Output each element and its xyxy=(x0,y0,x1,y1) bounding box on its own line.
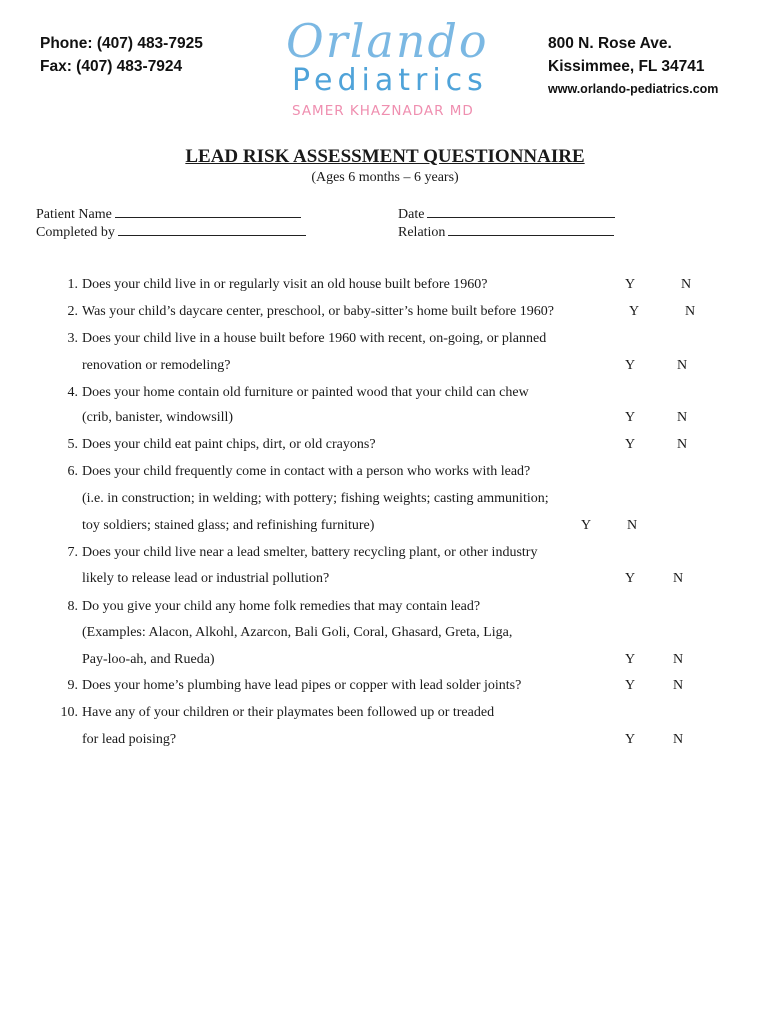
question-text-cont: (crib, banister, windowsill) xyxy=(82,410,234,425)
no-option[interactable]: N xyxy=(677,437,688,452)
question-text: Do you give your child any home folk remedies that may contain lead? xyxy=(82,599,481,614)
question-text-cont: likely to release lead or industrial pollution? xyxy=(82,571,330,586)
no-option[interactable]: N xyxy=(627,518,638,533)
completed-by-field[interactable] xyxy=(36,223,306,242)
patient-name-blank[interactable] xyxy=(115,205,301,218)
question-text: Does your home’s plumbing have lead pipes or copper with lead solder joints? xyxy=(82,678,522,693)
question-text: Does your child live in a house built before 1960 with recent, on-going, or planned xyxy=(82,331,547,346)
question-text: Does your child frequently come in contact with a person who works with lead? xyxy=(82,464,531,479)
website-link[interactable]: www.orlando-pediatrics.com xyxy=(548,82,719,96)
date-label: Date xyxy=(398,207,425,222)
completed-by-blank[interactable] xyxy=(118,223,306,236)
question-text: Was your child’s daycare center, preschool, or baby-sitter’s home built before 1960? xyxy=(82,304,554,319)
question-text-cont: for lead poising? xyxy=(82,732,177,747)
patient-name-label: Patient Name xyxy=(36,207,112,222)
completed-by-label: Completed by xyxy=(36,225,115,240)
question-text-cont: renovation or remodeling? xyxy=(82,358,231,373)
question-number: 8. xyxy=(67,599,78,614)
question-text: Does your child live near a lead smelter, battery recycling plant, or other industry xyxy=(82,545,538,560)
no-option[interactable]: N xyxy=(677,358,688,373)
yes-option[interactable]: Y xyxy=(625,571,636,586)
yes-option[interactable]: Y xyxy=(625,732,636,747)
relation-label: Relation xyxy=(398,225,446,240)
date-field[interactable] xyxy=(398,205,615,224)
relation-blank[interactable] xyxy=(448,223,614,236)
question-text: Does your child eat paint chips, dirt, or old crayons? xyxy=(82,437,376,452)
logo-doctor-text: SAMER KHAZNADAR MD xyxy=(292,103,474,119)
question-number: 10. xyxy=(60,705,78,720)
question-text: Does your child live in or regularly visit an old house built before 1960? xyxy=(82,277,488,292)
question-number: 7. xyxy=(67,545,78,560)
no-option[interactable]: N xyxy=(685,304,696,319)
patient-name-field[interactable] xyxy=(36,205,301,224)
question-text-cont: (i.e. in construction; in welding; with pottery; fishing weights; casting ammunition; xyxy=(82,491,549,506)
no-option[interactable]: N xyxy=(673,678,684,693)
fax-number: Fax: (407) 483-7924 xyxy=(40,58,183,75)
question-number: 4. xyxy=(67,385,78,400)
yes-option[interactable]: Y xyxy=(625,358,636,373)
question-text-cont: toy soldiers; stained glass; and refinishing furniture) xyxy=(82,518,375,533)
address-line-2: Kissimmee, FL 34741 xyxy=(548,58,705,75)
no-option[interactable]: N xyxy=(673,652,684,667)
contact-left xyxy=(40,32,203,78)
address-line-1: 800 N. Rose Ave. xyxy=(548,35,672,52)
phone-number: Phone: (407) 483-7925 xyxy=(40,35,203,52)
form-title: LEAD RISK ASSESSMENT QUESTIONNAIRE xyxy=(185,146,585,167)
question-text-cont: (Examples: Alacon, Alkohl, Azarcon, Bali Goli, Coral, Ghasard, Greta, Liga, xyxy=(82,625,513,640)
question-number: 6. xyxy=(67,464,78,479)
logo-name-text: Pediatrics xyxy=(292,63,488,98)
no-option[interactable]: N xyxy=(677,410,688,425)
practice-logo xyxy=(286,14,496,119)
question-text: Does your home contain old furniture or painted wood that your child can chew xyxy=(82,385,529,400)
no-option[interactable]: N xyxy=(673,732,684,747)
question-text: Have any of your children or their playmates been followed up or treaded xyxy=(82,705,495,720)
question-number: 3. xyxy=(67,331,78,346)
date-blank[interactable] xyxy=(427,205,615,218)
question-text-cont: Pay-loo-ah, and Rueda) xyxy=(82,652,215,667)
question-number: 9. xyxy=(67,678,78,693)
question-number: 5. xyxy=(67,437,78,452)
yes-option[interactable]: Y xyxy=(625,652,636,667)
yes-option[interactable]: Y xyxy=(581,518,592,533)
form-subtitle: (Ages 6 months – 6 years) xyxy=(311,170,459,185)
no-option[interactable]: N xyxy=(673,571,684,586)
logo-script-text: Orlando xyxy=(286,14,489,68)
question-number: 2. xyxy=(67,304,78,319)
no-option[interactable]: N xyxy=(681,277,692,292)
yes-option[interactable]: Y xyxy=(625,410,636,425)
yes-option[interactable]: Y xyxy=(625,277,636,292)
contact-right xyxy=(548,32,718,98)
relation-field[interactable] xyxy=(398,223,614,242)
yes-option[interactable]: Y xyxy=(625,678,636,693)
yes-option[interactable]: Y xyxy=(629,304,640,319)
question-number: 1. xyxy=(67,277,78,292)
yes-option[interactable]: Y xyxy=(625,437,636,452)
